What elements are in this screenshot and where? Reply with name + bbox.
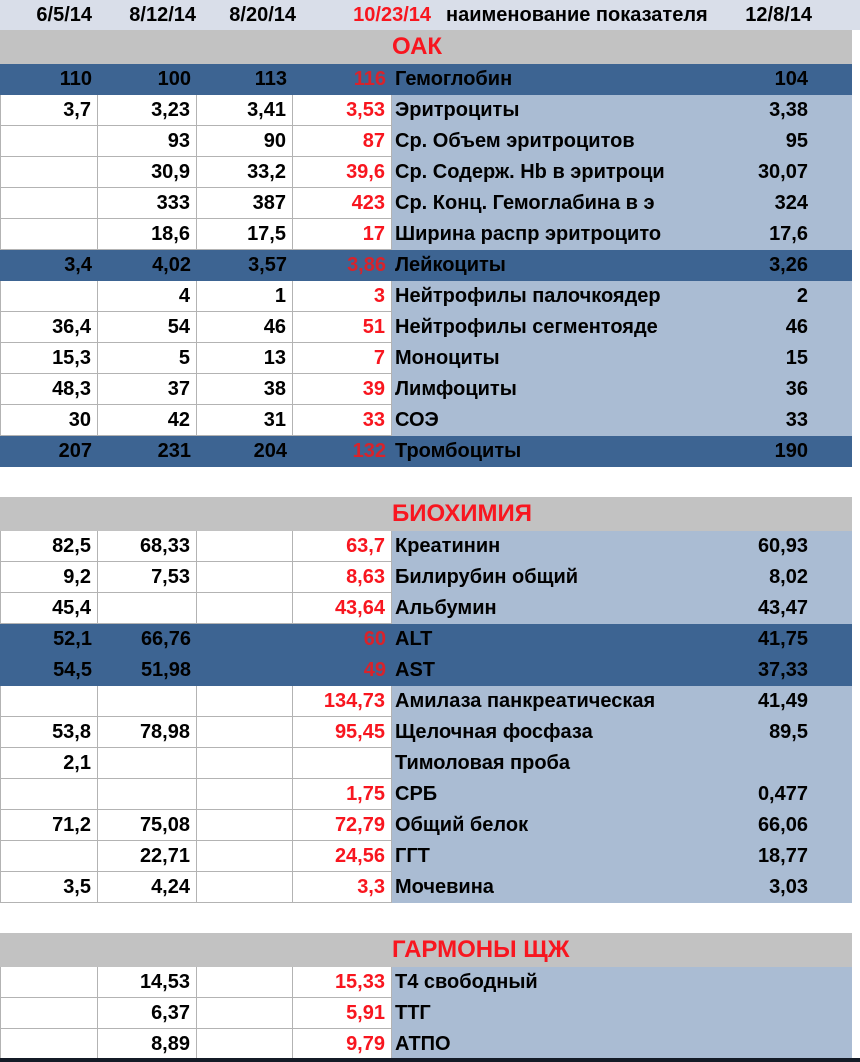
value-cell[interactable]: 100 [157,68,191,90]
value-cell-last[interactable]: 41,49 [700,686,852,717]
value-cell[interactable]: 113 [254,68,287,90]
table-row [0,250,852,281]
table-row [0,1029,852,1060]
value-cell-last[interactable]: 41,75 [757,628,808,650]
section-band[interactable] [0,30,852,64]
value-cell[interactable]: 13 [197,343,293,374]
table-row [0,717,852,748]
value-cell-last[interactable]: 46 [700,312,852,343]
value-cell-last[interactable]: 89,5 [700,717,852,748]
value-cell[interactable]: 7,53 [98,562,197,593]
value-cell[interactable]: 207 [58,440,92,462]
value-cell[interactable]: 7 [293,343,392,374]
value-cell[interactable] [197,531,293,562]
indicator-name-cell[interactable]: Лейкоциты [395,254,506,276]
value-cell[interactable]: 4,24 [98,872,197,903]
indicator-name-cell[interactable]: Альбумин [392,593,700,624]
value-cell-last[interactable]: 2 [700,281,852,312]
indicator-name-cell[interactable]: AST [395,659,435,681]
value-cell[interactable] [197,779,293,810]
value-cell[interactable]: 39 [293,374,392,405]
value-cell[interactable]: 68,33 [98,531,197,562]
value-cell[interactable]: 75,08 [98,810,197,841]
indicator-name-cell[interactable]: Тромбоциты [395,440,522,462]
value-cell-last[interactable]: 15 [700,343,852,374]
indicator-name-cell[interactable]: Билирубин общий [392,562,700,593]
indicator-name-cell[interactable]: Ширина распр эритроцито [392,219,700,250]
value-cell[interactable] [0,841,98,872]
value-cell-last[interactable]: 17,6 [700,219,852,250]
value-cell[interactable]: 14,53 [98,967,197,998]
indicator-name-cell[interactable]: СОЭ [392,405,700,436]
value-cell-last[interactable]: 8,02 [700,562,852,593]
value-cell[interactable]: 3,3 [293,872,392,903]
value-cell[interactable] [0,1029,98,1060]
value-cell-last[interactable]: 95 [700,126,852,157]
table-row [0,157,852,188]
value-cell[interactable]: 15,3 [0,343,98,374]
value-cell[interactable]: 3,86 [347,254,386,276]
value-cell[interactable]: 116 [353,68,386,90]
section-band[interactable] [0,497,852,531]
value-cell-last[interactable]: 3,38 [700,95,852,126]
indicator-name-cell[interactable]: Ср. Конц. Гемоглабина в э [392,188,700,219]
value-cell[interactable] [197,717,293,748]
value-cell[interactable] [0,126,98,157]
header-row [0,0,860,30]
value-cell[interactable]: 78,98 [98,717,197,748]
table-row [0,188,852,219]
value-cell[interactable]: 3,7 [0,95,98,126]
value-cell[interactable]: 22,71 [98,841,197,872]
indicator-name-cell[interactable]: Амилаза панкреатическая [392,686,700,717]
indicator-name-cell[interactable]: Лимфоциты [392,374,700,405]
value-cell[interactable]: 30,9 [98,157,197,188]
value-cell[interactable]: 33 [293,405,392,436]
value-cell-last[interactable]: 0,477 [700,779,852,810]
value-cell[interactable]: 15,33 [293,967,392,998]
value-cell[interactable]: 66,76 [140,628,191,650]
value-cell[interactable]: 3,5 [0,872,98,903]
table-row [0,998,852,1029]
table-row [0,405,852,436]
value-cell[interactable]: 3,4 [64,254,92,276]
value-cell[interactable]: 5 [98,343,197,374]
value-cell[interactable]: 49 [363,659,386,681]
value-cell[interactable]: 9,79 [293,1029,392,1060]
indicator-name-cell[interactable]: Эритроциты [392,95,700,126]
value-cell[interactable] [293,748,392,779]
indicator-name-cell[interactable]: Нейтрофилы палочкоядер [392,281,700,312]
value-cell[interactable]: 90 [197,126,293,157]
value-cell[interactable]: 24,56 [293,841,392,872]
value-cell[interactable] [0,281,98,312]
value-cell[interactable]: 36,4 [0,312,98,343]
value-cell[interactable] [197,810,293,841]
value-cell[interactable]: 54,5 [53,659,92,681]
indicator-name-cell[interactable]: СРБ [392,779,700,810]
value-cell[interactable]: 423 [293,188,392,219]
value-cell[interactable] [0,779,98,810]
indicator-name-cell[interactable]: Нейтрофилы сегментояде [392,312,700,343]
value-cell-last[interactable]: 3,26 [769,254,808,276]
table-row [0,872,852,903]
value-cell[interactable]: 18,6 [98,219,197,250]
value-cell[interactable]: 71,2 [0,810,98,841]
value-cell[interactable]: 43,64 [293,593,392,624]
value-cell[interactable] [98,593,197,624]
indicator-name-cell[interactable]: Креатинин [392,531,700,562]
header-date-col2[interactable]: 8/12/14 [129,4,196,26]
bottom-row-edge [0,1058,860,1062]
value-cell[interactable]: 95,45 [293,717,392,748]
value-cell-last[interactable] [700,748,852,779]
table-row [0,281,852,312]
value-cell[interactable]: 17 [293,219,392,250]
value-cell[interactable] [197,655,293,686]
table-row [0,593,852,624]
value-cell[interactable]: 45,4 [0,593,98,624]
value-cell[interactable] [197,967,293,998]
table-row [0,64,852,95]
value-cell[interactable]: 8,89 [98,1029,197,1060]
value-cell[interactable]: 231 [157,440,191,462]
value-cell[interactable] [98,748,197,779]
value-cell-last[interactable]: 33 [700,405,852,436]
indicator-name-cell[interactable]: Общий белок [392,810,700,841]
value-cell[interactable]: 42 [98,405,197,436]
value-cell[interactable] [197,998,293,1029]
table-row [0,562,852,593]
indicator-name-cell[interactable]: Тимоловая проба [392,748,700,779]
table-row [0,436,852,467]
value-cell[interactable]: 87 [293,126,392,157]
value-cell-last[interactable]: 66,06 [700,810,852,841]
section-title: ГАРМОНЫ ЩЖ [392,936,570,963]
header-date-col4-highlighted[interactable]: 10/23/14 [353,4,431,26]
table-row [0,841,852,872]
value-cell[interactable] [98,779,197,810]
value-cell-last[interactable]: 3,03 [700,872,852,903]
value-cell[interactable]: 48,3 [0,374,98,405]
header-date-col1[interactable]: 6/5/14 [36,4,92,26]
table-row [0,374,852,405]
value-cell-last[interactable]: 18,77 [700,841,852,872]
value-cell[interactable] [0,967,98,998]
value-cell[interactable]: 333 [98,188,197,219]
value-cell[interactable] [0,157,98,188]
value-cell[interactable]: 110 [59,68,92,90]
section-gap [0,467,860,497]
value-cell[interactable]: 93 [98,126,197,157]
header-date-col3[interactable]: 8/20/14 [229,4,296,26]
table-row [0,810,852,841]
value-cell[interactable]: 3,23 [98,95,197,126]
value-cell[interactable]: 37 [98,374,197,405]
section-band[interactable] [0,933,852,967]
section-title: ОАК [392,33,443,60]
value-cell-last[interactable] [700,998,852,1029]
table-row [0,126,852,157]
value-cell[interactable]: 134,73 [293,686,392,717]
value-cell[interactable]: 63,7 [293,531,392,562]
indicator-name-cell[interactable]: Ср. Объем эритроцитов [392,126,700,157]
value-cell[interactable]: 54 [98,312,197,343]
value-cell[interactable]: 17,5 [197,219,293,250]
section-title: БИОХИМИЯ [392,500,533,527]
value-cell[interactable] [197,593,293,624]
value-cell[interactable] [98,686,197,717]
value-cell[interactable] [197,872,293,903]
indicator-name-cell[interactable]: АТПО [392,1029,700,1060]
indicator-name-cell[interactable]: Щелочная фосфаза [392,717,700,748]
value-cell[interactable]: 132 [352,440,386,462]
value-cell-last[interactable]: 37,33 [757,659,808,681]
value-cell-last[interactable] [700,1029,852,1060]
table-row [0,95,852,126]
value-cell[interactable]: 46 [197,312,293,343]
table-row [0,312,852,343]
sections-container [0,30,860,1060]
value-cell[interactable]: 3 [293,281,392,312]
value-cell[interactable] [197,562,293,593]
table-row [0,967,852,998]
value-cell[interactable]: 8,63 [293,562,392,593]
value-cell[interactable]: 30 [0,405,98,436]
value-cell[interactable] [0,686,98,717]
table-row [0,686,852,717]
indicator-name-cell[interactable]: Ср. Содерж. Hb в эритроци [392,157,700,188]
table-row [0,624,852,655]
value-cell[interactable]: 72,79 [293,810,392,841]
value-cell[interactable] [197,841,293,872]
indicator-name-cell[interactable]: ГГТ [392,841,700,872]
value-cell[interactable]: 39,6 [293,157,392,188]
value-cell[interactable]: 3,53 [293,95,392,126]
value-cell[interactable]: 6,37 [98,998,197,1029]
value-cell-last[interactable]: 190 [774,440,808,462]
value-cell[interactable] [197,624,293,655]
value-cell[interactable] [0,188,98,219]
value-cell[interactable] [197,686,293,717]
value-cell[interactable]: 31 [197,405,293,436]
value-cell[interactable]: 82,5 [0,531,98,562]
value-cell[interactable]: 1,75 [293,779,392,810]
indicator-name-cell[interactable]: Моноциты [392,343,700,374]
value-cell[interactable]: 4 [98,281,197,312]
section-gap [0,903,860,933]
value-cell[interactable]: 204 [253,440,287,462]
value-cell-last[interactable] [700,967,852,998]
value-cell[interactable]: 53,8 [0,717,98,748]
header-date-col5[interactable]: 12/8/14 [745,4,812,26]
table-row [0,343,852,374]
indicator-name-cell[interactable]: ALT [395,628,433,650]
value-cell[interactable]: 387 [197,188,293,219]
value-cell[interactable]: 2,1 [0,748,98,779]
value-cell[interactable] [197,1029,293,1060]
value-cell-last[interactable]: 60,93 [700,531,852,562]
value-cell-last[interactable]: 36 [700,374,852,405]
value-cell[interactable]: 38 [197,374,293,405]
indicator-name-cell[interactable]: Т4 свободный [392,967,700,998]
value-cell[interactable]: 60 [363,628,386,650]
table-row [0,655,852,686]
value-cell[interactable]: 3,57 [248,254,287,276]
indicator-name-cell[interactable]: Мочевина [392,872,700,903]
indicator-name-cell[interactable]: Гемоглобин [395,68,513,90]
table-row [0,531,852,562]
value-cell-last[interactable]: 30,07 [700,157,852,188]
table-row [0,779,852,810]
value-cell[interactable]: 1 [197,281,293,312]
value-cell[interactable]: 3,41 [197,95,293,126]
value-cell[interactable]: 9,2 [0,562,98,593]
value-cell[interactable] [0,998,98,1029]
value-cell[interactable]: 5,91 [293,998,392,1029]
table-row [0,748,852,779]
value-cell[interactable]: 51,98 [140,659,191,681]
value-cell[interactable] [197,748,293,779]
value-cell[interactable]: 52,1 [53,628,92,650]
value-cell-last[interactable]: 104 [774,68,808,90]
indicator-name-cell[interactable]: ТТГ [392,998,700,1029]
value-cell[interactable]: 33,2 [197,157,293,188]
value-cell[interactable]: 51 [293,312,392,343]
header-indicator-name-label[interactable]: наименование показателя [446,4,708,26]
value-cell-last[interactable]: 324 [700,188,852,219]
value-cell[interactable]: 4,02 [152,254,191,276]
value-cell[interactable] [0,219,98,250]
value-cell-last[interactable]: 43,47 [700,593,852,624]
table-row [0,219,852,250]
